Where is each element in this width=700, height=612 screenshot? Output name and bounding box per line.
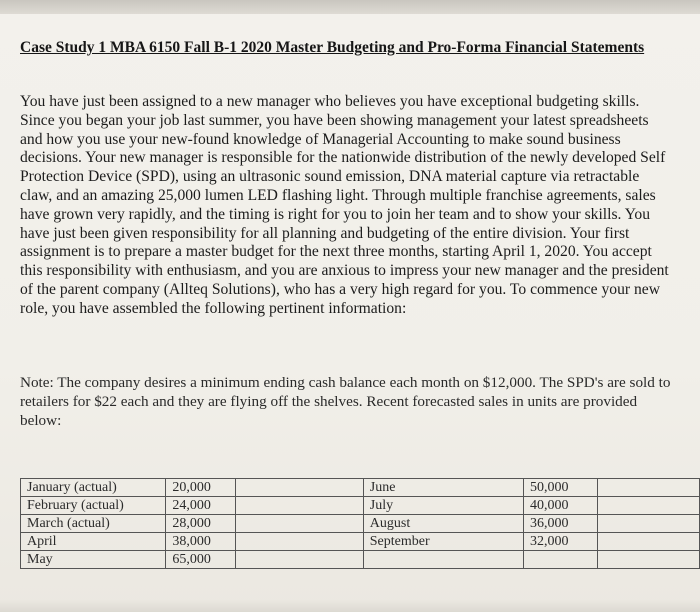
table-row [21, 551, 700, 569]
units-cell: 50,000 [523, 479, 597, 497]
units-cell: 65,000 [166, 551, 235, 569]
month-cell: February (actual) [21, 497, 166, 515]
units-cell: 20,000 [166, 479, 235, 497]
spacer-cell [235, 515, 363, 533]
units-cell: 32,000 [523, 533, 597, 551]
table-row [21, 497, 700, 515]
note-paragraph: Note: The company desires a minimum ending cash balance each month on $12,000. The SPD's are sold to retailers for $22 each and they are flying off the shelves. Recent forecasted sales in units are provided below: [20, 374, 671, 429]
units-cell: 40,000 [523, 497, 597, 515]
spacer-cell [598, 497, 700, 515]
units-cell: 24,000 [166, 497, 235, 515]
month-cell: May [21, 551, 166, 569]
units-cell: 36,000 [523, 515, 597, 533]
month-cell: January (actual) [21, 479, 166, 497]
top-edge [0, 0, 700, 14]
month-cell: March (actual) [21, 515, 166, 533]
units-cell: 38,000 [166, 533, 235, 551]
table-row [21, 479, 700, 497]
month-cell: June [363, 479, 523, 497]
month-cell: April [21, 533, 166, 551]
units-cell: 28,000 [166, 515, 235, 533]
units-cell [523, 551, 597, 569]
month-cell: July [363, 497, 523, 515]
month-cell [363, 551, 523, 569]
intro-paragraph: You have just been assigned to a new manager who believes you have exceptional budgeting skills. Since you began your job last summer, you have been showing management your latest spreadsheets and how you use your new-found knowledge of Managerial Accounting to make sound business decisions. Your new manager is responsible for the nationwide distribution of the newly developed Self Protection Device (SPD), using an ultrasonic sound emission, DNA material capture via retractable claw, and an amazing 25,000 lumen LED flashing light. Through multiple franchise agreements, sales have grown very rapidly, and the timing is right for you to join her team and to show your skills. You have just been given responsibility for all planning and budgeting of the entire division. Your first assignment is to prepare a master budget for the next three months, starting April 1, 2020. You accept this responsibility with enthusiasm, and you are anxious to impress your new manager and the president of the parent company (Allteq Solutions), who has a very high regard for you. To commence your new role, you have assembled the following pertinent information: [20, 93, 669, 317]
spacer-cell [235, 479, 363, 497]
spacer-cell [598, 515, 700, 533]
table-row [21, 515, 700, 533]
month-cell: September [363, 533, 523, 551]
spacer-cell [235, 551, 363, 569]
sales-forecast-table [20, 478, 700, 569]
spacer-cell [598, 479, 700, 497]
case-study-title: Case Study 1 MBA 6150 Fall B-1 2020 Master Budgeting and Pro-Forma Financial Statements [20, 39, 645, 56]
table-row [21, 533, 700, 551]
spacer-cell [235, 497, 363, 515]
month-cell: August [363, 515, 523, 533]
spacer-cell [598, 533, 700, 551]
spacer-cell [235, 533, 363, 551]
bottom-edge [0, 600, 700, 612]
spacer-cell [598, 551, 700, 569]
